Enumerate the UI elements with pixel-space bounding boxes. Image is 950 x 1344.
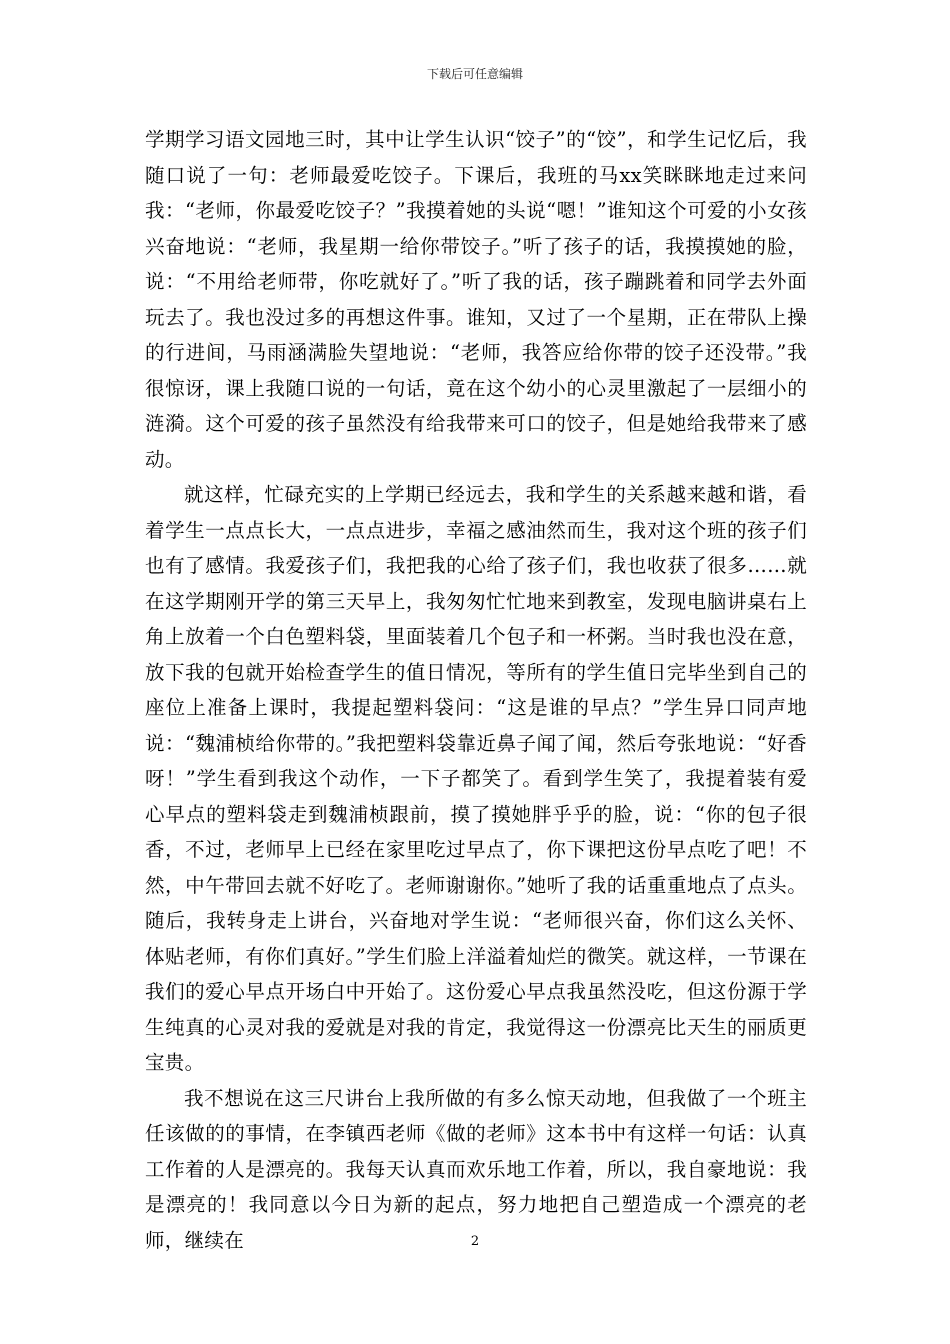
document-body — [145, 122, 807, 1258]
page-header: 下载后可任意编辑 — [426, 67, 523, 81]
page-number: 2 — [470, 1234, 480, 1249]
paragraph-3: 我不想说在这三尺讲台上我所做的有多么惊天动地，但我做了一个班主任该做的的事情，在李镇西老师《做的老师》这本书中有这样一句话：认真工作着的人是漂亮的。我每天认真而欢乐地工作着，所以，我自豪地说：我是漂亮的！我同意以今日为新的起点，努力地把自己塑造成一个漂亮的老师，继续在 — [145, 1086, 807, 1252]
paragraph-2: 就这样，忙碌充实的上学期已经远去，我和学生的关系越来越和谐，看着学生一点点长大，一点点进步，幸福之感油然而生，我对这个班的孩子们也有了感情。我爱孩子们，我把我的心给了孩子们，我也收获了很多……就在这学期刚开学的第三天早上，我匆匆忙忙地来到教室，发现电脑讲桌右上角上放着一个白色塑料袋，里面装着几个包子和一杯粥。当时我也没在意，放下我的包就开始检查学生的值日情况，等所有的学生值日完毕坐到自己的座位上准备上课时，我提起塑料袋问：“这是谁的早点？”学生异口同声地说：“魏浦桢给你带的。”我把塑料袋靠近鼻子闻了闻，然后夸张地说：“好香呀！”学生看到我这个动作，一下子都笑了。看到学生笑了，我提着装有爱心早点的塑料袋走到魏浦桢跟前，摸了摸她胖乎乎的脸，说：“你的包子很香，不过，老师早上已经在家里吃过早点了，你下课把这份早点吃了吧！不然，中午带回去就不好吃了。老师谢谢你。”她听了我的话重重地点了点头。随后，我转身走上讲台，兴奋地对学生说：“老师很兴奋，你们这么关怀、体贴老师，有你们真好。”学生们脸上洋溢着灿烂的微笑。就这样，一节课在我们的爱心早点开场白中开始了。这份爱心早点我虽然没吃，但这份源于学生纯真的心灵对我的爱就是对我的肯定，我觉得这一份漂亮比天生的丽质更宝贵。 — [145, 483, 807, 1074]
paragraph-1: 学期学习语文园地三时，其中让学生认识“饺子”的“饺”，和学生记忆后，我随口说了一句：老师最爱吃饺子。下课后，我班的马xx笑眯眯地走过来问我：“老师，你最爱吃饺子？”我摸着她的头说“嗯！”谁知这个可爱的小女孩兴奋地说：“老师，我星期一给你带饺子。”听了孩子的话，我摸摸她的脸，说：“不用给老师带，你吃就好了。”听了我的话，孩子蹦跳着和同学去外面玩去了。我也没过多的再想这件事。谁知，又过了一个星期，正在带队上操的行进间，马雨涵满脸失望地说：“老师，我答应给你带的饺子还没带。”我很惊讶，课上我随口说的一句话，竟在这个幼小的心灵里激起了一层细小的涟漪。这个可爱的孩子虽然没有给我带来可口的饺子，但是她给我带来了感动。 — [145, 128, 807, 471]
